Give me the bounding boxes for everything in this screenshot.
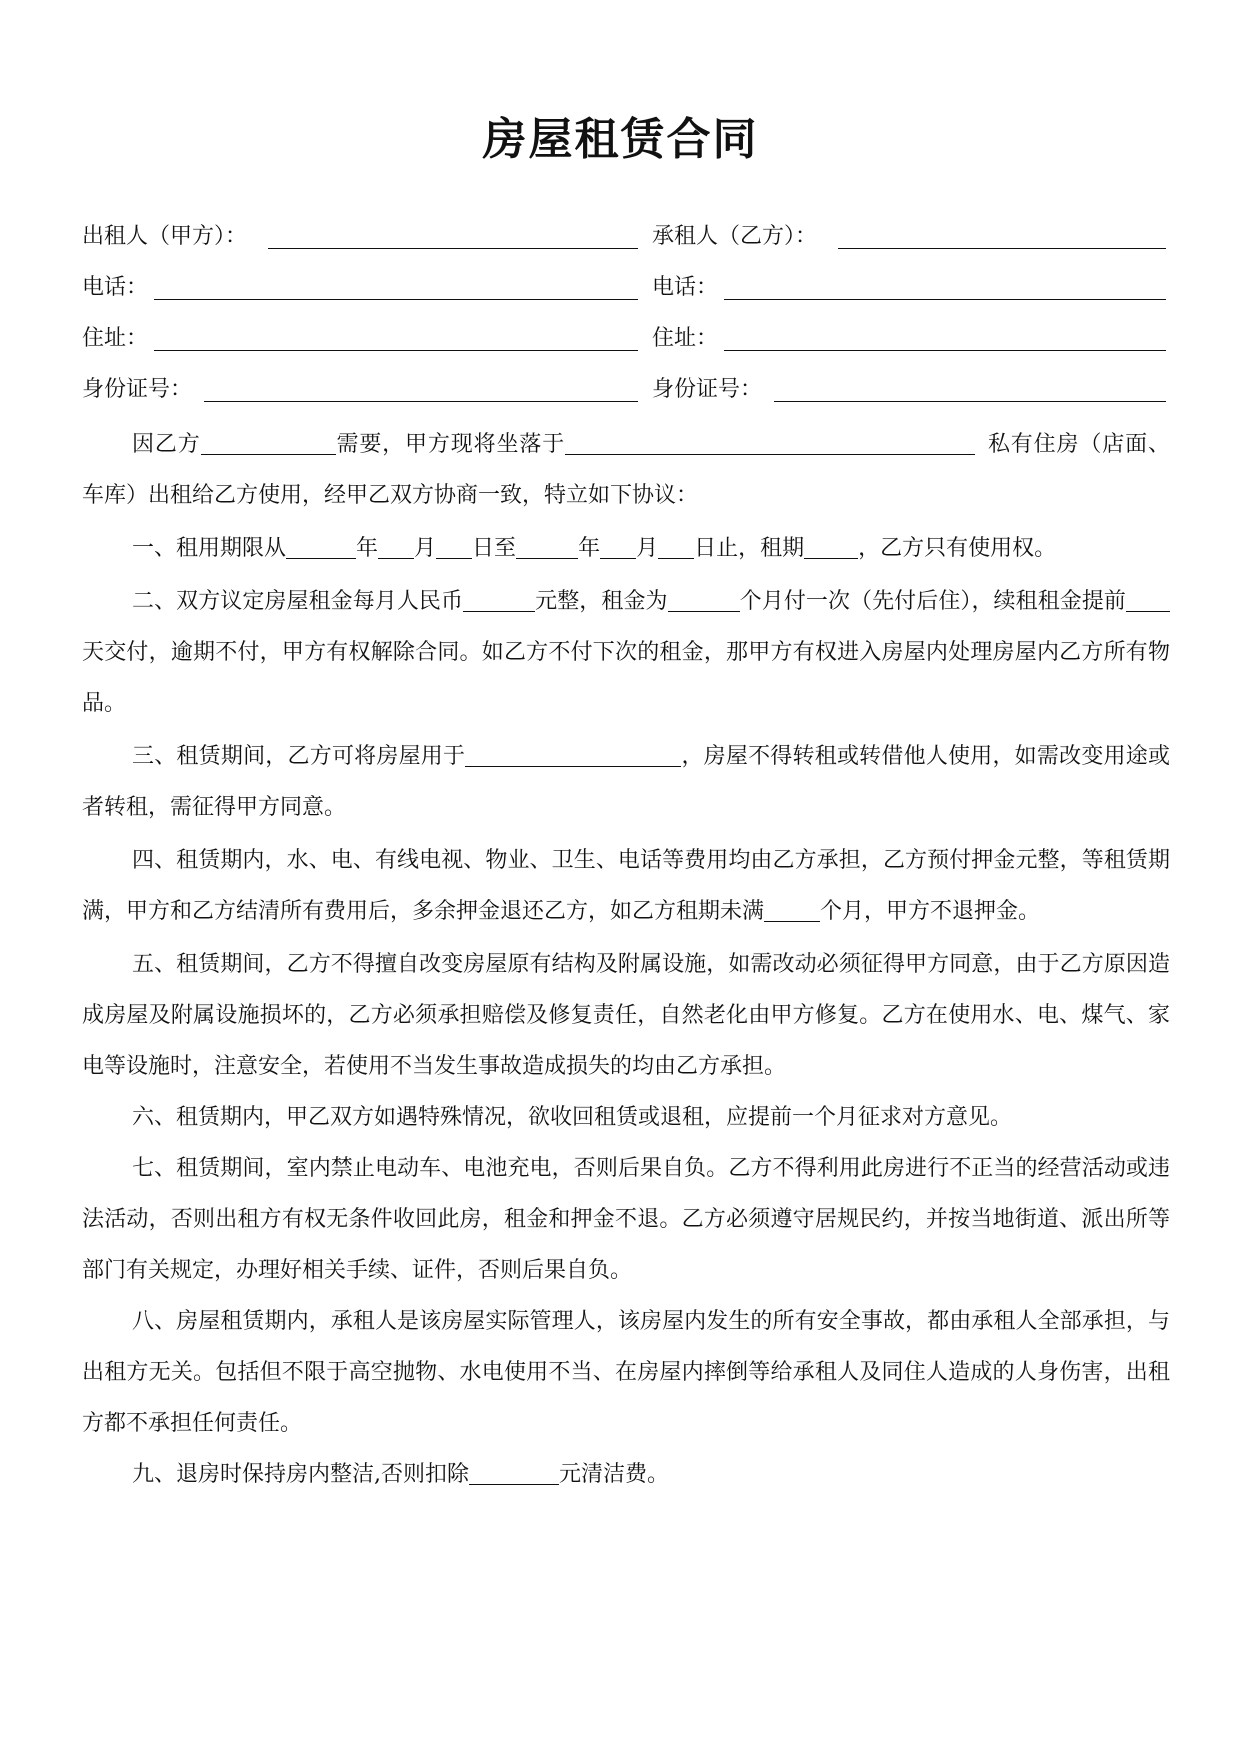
clause-6: 六、租赁期内，甲乙双方如遇特殊情况，欲收回租赁或退租，应提前一个月征求对方意见。 bbox=[132, 1105, 1013, 1130]
lessor-address-blank[interactable] bbox=[154, 350, 638, 351]
lessee-address-blank[interactable] bbox=[724, 350, 1166, 351]
end-day-blank[interactable] bbox=[658, 532, 694, 559]
lessee-address-field bbox=[652, 321, 1166, 357]
advance-days-blank[interactable] bbox=[1126, 585, 1170, 612]
clause-5: 五、租赁期间，乙方不得擅自改变房屋原有结构及附属设施，如需改动必须征得甲方同意，由于乙方原因造成房屋及附属设施损坏的，乙方必须承担赔偿及修复责任，自然老化由甲方修复。乙方在使用水、电、煤气、家电等设施时，注意安全，若使用不当发生事故造成损失的均由乙方承担。 bbox=[82, 952, 1170, 1079]
lessee-id-label: 身份证号： bbox=[652, 377, 763, 402]
clause-2-text-a: 二、双方议定房屋租金每月人民币 bbox=[132, 589, 464, 614]
start-month-blank[interactable] bbox=[378, 532, 414, 559]
clause-4-text-a: 四、租赁期内，水、电、有线电视、物业、卫生、电话等费用均由乙方承担，乙方预付押金元整，等租赁期满，甲方和乙方结清所有费用后，多余押金退还乙方，如乙方租期未满 bbox=[82, 848, 1170, 924]
intro-text-c: 私有住房（店面、车库）出租给乙方使用，经甲乙双方协商一致，特立如下协议： bbox=[82, 432, 1170, 508]
lessee-phone-label: 电话： bbox=[652, 275, 719, 300]
clause-1-year2: 年 bbox=[578, 536, 601, 561]
start-year-blank[interactable] bbox=[286, 532, 356, 559]
lessor-id-blank[interactable] bbox=[204, 401, 638, 402]
clause-9-text-b: 元清洁费。 bbox=[559, 1462, 670, 1487]
clause-1 bbox=[82, 523, 1170, 574]
lessor-id-field bbox=[82, 372, 642, 408]
lessor-address-label: 住址： bbox=[82, 326, 149, 351]
clause-1-month2: 月 bbox=[636, 536, 659, 561]
usage-purpose-blank[interactable] bbox=[465, 740, 681, 767]
cleaning-fee-blank[interactable] bbox=[469, 1458, 559, 1485]
clause-1-year1: 年 bbox=[356, 536, 379, 561]
clause-2 bbox=[82, 576, 1170, 729]
lessor-label: 出租人（甲方）： bbox=[82, 224, 248, 249]
clause-4-text-b: 个月，甲方不退押金。 bbox=[820, 899, 1041, 924]
clause-3 bbox=[82, 731, 1170, 833]
intro-paragraph bbox=[82, 419, 1170, 521]
property-location-blank[interactable] bbox=[565, 428, 975, 455]
clause-2-text-c: 个月付一次（先付后住），续租租金提前 bbox=[739, 589, 1126, 614]
clause-1-month1: 月 bbox=[414, 536, 437, 561]
clause-3-text-b: ，房屋不得转租或转借他人使用，如需改变用途或者转租，需征得甲方同意。 bbox=[82, 744, 1170, 820]
intro-text-a: 因乙方 bbox=[132, 432, 201, 457]
lessor-phone-field bbox=[82, 270, 642, 306]
clause-3-text-a: 三、租赁期间，乙方可将房屋用于 bbox=[132, 744, 466, 769]
lessee-name-blank[interactable] bbox=[838, 248, 1166, 249]
contract-body bbox=[82, 419, 1170, 1500]
lessee-id-field bbox=[652, 372, 1166, 408]
lessor-address-field bbox=[82, 321, 642, 357]
monthly-rent-blank[interactable] bbox=[463, 585, 535, 612]
clause-9 bbox=[82, 1449, 1170, 1500]
lessee-label: 承租人（乙方）： bbox=[652, 224, 818, 249]
intro-text-b: 需要，甲方现将坐落于 bbox=[335, 432, 566, 457]
lessor-name-field bbox=[82, 219, 642, 255]
payment-interval-blank[interactable] bbox=[668, 585, 740, 612]
clause-9-text-a: 九、退房时保持房内整洁,否则扣除 bbox=[132, 1462, 469, 1487]
lessor-phone-blank[interactable] bbox=[154, 299, 638, 300]
clause-2-text-b: 元整，租金为 bbox=[535, 589, 668, 614]
lease-term-blank[interactable] bbox=[804, 532, 858, 559]
minimum-months-blank[interactable] bbox=[764, 895, 820, 922]
clause-1-text-b: ，乙方只有使用权。 bbox=[858, 536, 1057, 561]
clause-7: 七、租赁期间，室内禁止电动车、电池充电，否则后果自负。乙方不得利用此房进行不正当的经营活动或违法活动，否则出租方有权无条件收回此房，租金和押金不退。乙方必须遵守居规民约，并按当地街道、派出所等部门有关规定，办理好相关手续、证件，否则后果自负。 bbox=[82, 1156, 1170, 1283]
lessee-phone-blank[interactable] bbox=[724, 299, 1166, 300]
clause-8: 八、房屋租赁期内，承租人是该房屋实际管理人，该房屋内发生的所有安全事故，都由承租人全部承担，与出租方无关。包括但不限于高空抛物、水电使用不当、在房屋内摔倒等给承租人及同住人造成的人身伤害，出租方都不承担任何责任。 bbox=[82, 1309, 1170, 1436]
clause-4 bbox=[82, 835, 1170, 937]
clause-2-text-d: 天交付，逾期不付，甲方有权解除合同。如乙方不付下次的租金，那甲方有权进入房屋内处理房屋内乙方所有物品。 bbox=[82, 640, 1170, 716]
lessee-id-blank[interactable] bbox=[774, 401, 1166, 402]
clause-1-text-a: 一、租用期限从 bbox=[132, 536, 287, 561]
lessor-name-blank[interactable] bbox=[268, 248, 638, 249]
lessee-phone-field bbox=[652, 270, 1166, 306]
lessee-address-label: 住址： bbox=[652, 326, 719, 351]
purpose-blank[interactable] bbox=[201, 428, 336, 455]
clause-1-day2: 日止，租期 bbox=[694, 536, 805, 561]
document-title: 房屋租赁合同 bbox=[482, 114, 759, 165]
end-month-blank[interactable] bbox=[600, 532, 636, 559]
lessor-phone-label: 电话： bbox=[82, 275, 149, 300]
end-year-blank[interactable] bbox=[516, 532, 578, 559]
start-day-blank[interactable] bbox=[436, 532, 472, 559]
lessee-name-field bbox=[652, 219, 1166, 255]
lessor-id-label: 身份证号： bbox=[82, 377, 193, 402]
clause-1-day1: 日至 bbox=[472, 536, 517, 561]
